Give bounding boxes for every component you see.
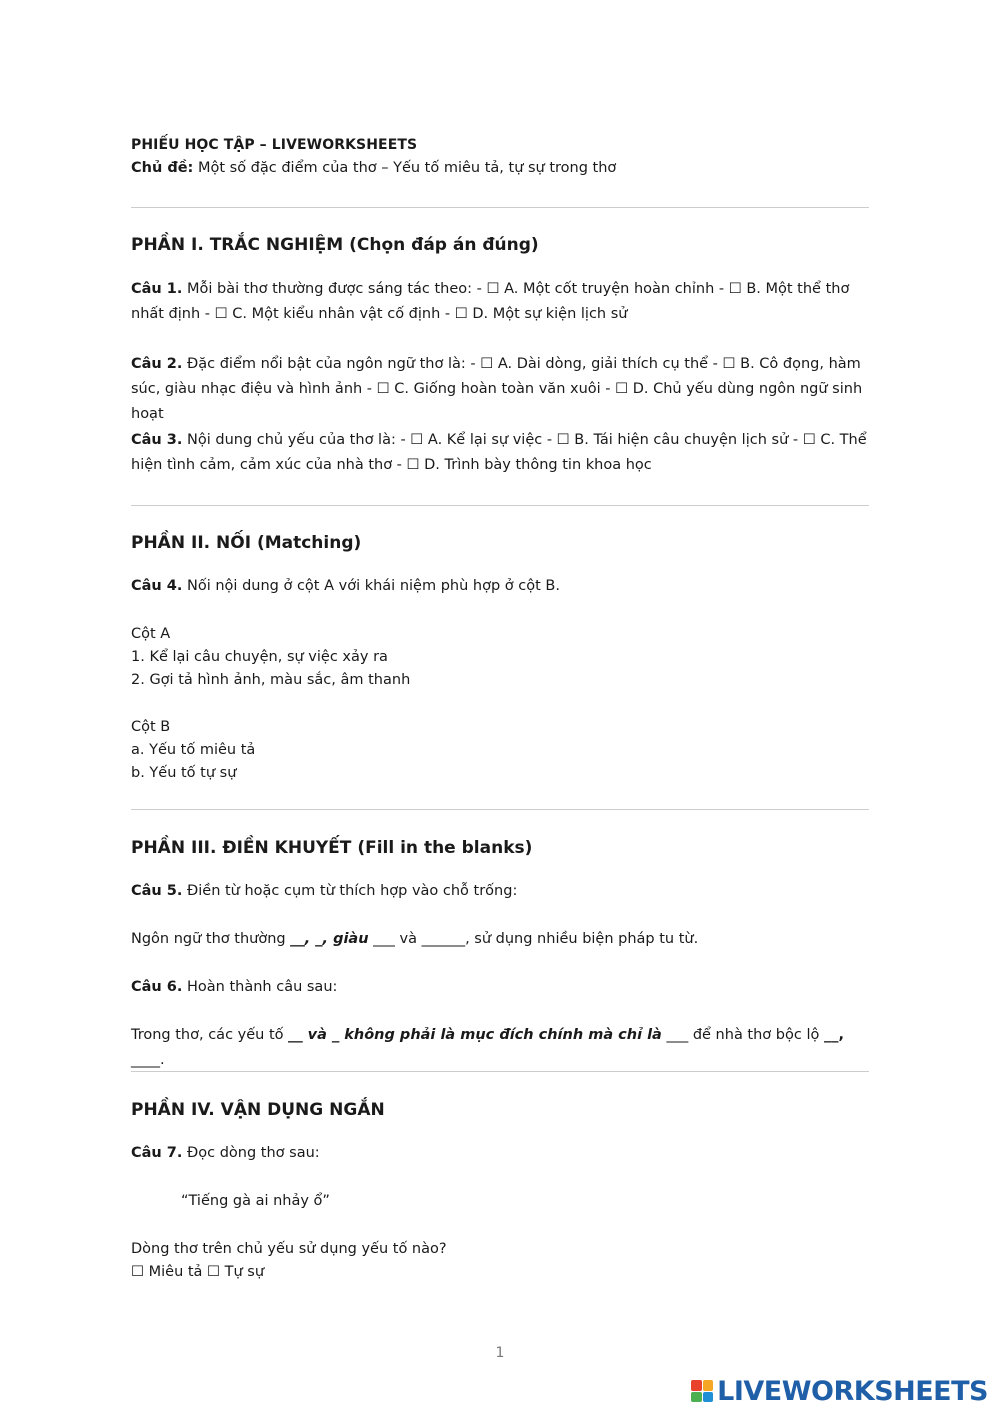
q5-label: Câu 5. <box>131 883 183 899</box>
topic-label: Chủ đề: <box>131 160 194 176</box>
separator <box>131 505 869 506</box>
brand-logo <box>691 1374 988 1408</box>
column-a-item: 2. Gợi tả hình ảnh, màu sắc, âm thanh <box>131 672 411 688</box>
separator <box>131 1071 869 1072</box>
q4-text: Nối nội dung ở cột A với khái niệm phù hợp ở cột B. <box>182 578 560 594</box>
topic-line <box>131 160 616 176</box>
q7-options[interactable]: ☐ Miêu tả ☐ Tự sự <box>131 1264 265 1280</box>
q6-blank-emphasis: __ và _ không phải là mục đích chính mà chỉ là <box>288 1027 662 1043</box>
question-6 <box>131 975 869 1000</box>
q6-label: Câu 6. <box>131 979 183 995</box>
q2-label: Câu 2. <box>131 356 183 372</box>
column-b-item: a. Yếu tố miêu tả <box>131 742 256 758</box>
column-a <box>131 623 869 692</box>
part1-heading: PHẦN I. TRẮC NGHIỆM (Chọn đáp án đúng) <box>131 235 539 255</box>
column-b <box>131 716 869 785</box>
topic-text: Một số đặc điểm của thơ – Yếu tố miêu tả, tự sự trong thơ <box>193 160 617 176</box>
question-2 <box>131 352 869 427</box>
q6-part: Trong thơ, các yếu tố <box>131 1027 289 1043</box>
q7-label: Câu 7. <box>131 1145 183 1161</box>
part2-heading: PHẦN II. NỐI (Matching) <box>131 533 362 553</box>
q7-question: Dòng thơ trên chủ yếu sử dụng yếu tố nào? <box>131 1241 447 1257</box>
column-b-item: b. Yếu tố tự sự <box>131 765 237 781</box>
q2-text: Đặc điểm nổi bật của ngôn ngữ thơ là: - ☐ A. Dài dòng, giải thích cụ thể - ☐ B. Cô đọng, hàm súc, giàu nhạc điệu và hình ảnh - ☐ C. Giống hoàn toàn văn xuôi - ☐ D. Chủ yếu dùng ngôn ngữ sinh hoạt <box>131 356 863 422</box>
brand-name: LIVEWORKSHEETS <box>717 1375 988 1407</box>
q3-label: Câu 3. <box>131 432 183 448</box>
q6-part: ___ để nhà thơ bộc lộ <box>661 1027 824 1043</box>
q1-label: Câu 1. <box>131 281 183 297</box>
page-number: 1 <box>495 1345 505 1361</box>
separator <box>131 809 869 810</box>
part3-heading: PHẦN III. ĐIỀN KHUYẾT (Fill in the blanks) <box>131 838 533 858</box>
q5-blank-emphasis: __, _, giàu <box>290 931 369 947</box>
question-3 <box>131 428 869 478</box>
q6-sentence <box>131 1023 869 1073</box>
worksheet-title: PHIẾU HỌC TẬP – LIVEWORKSHEETS <box>131 137 418 153</box>
poem-line: “Tiếng gà ai nhảy ổ” <box>181 1193 330 1209</box>
q5-part: Ngôn ngữ thơ thường <box>131 931 291 947</box>
question-4 <box>131 574 869 599</box>
q7-question-block <box>131 1238 869 1284</box>
question-5 <box>131 879 869 904</box>
liveworksheets-logo-icon <box>691 1380 713 1402</box>
q6-blank-bold: __, <box>823 1027 844 1043</box>
question-1 <box>131 277 869 327</box>
column-a-title: Cột A <box>131 626 171 642</box>
separator <box>131 207 869 208</box>
q4-label: Câu 4. <box>131 578 183 594</box>
column-b-title: Cột B <box>131 719 171 735</box>
q6-text: Hoàn thành câu sau: <box>182 979 338 995</box>
column-a-item: 1. Kể lại câu chuyện, sự việc xảy ra <box>131 649 388 665</box>
q5-text: Điền từ hoặc cụm từ thích hợp vào chỗ trống: <box>182 883 518 899</box>
q5-sentence <box>131 927 869 952</box>
q5-part: ___ và ______, sử dụng nhiều biện pháp tu từ. <box>368 931 699 947</box>
part4-heading: PHẦN IV. VẬN DỤNG NGẮN <box>131 1100 385 1120</box>
q7-text: Đọc dòng thơ sau: <box>182 1145 320 1161</box>
q1-text: Mỗi bài thơ thường được sáng tác theo: - ☐ A. Một cốt truyện hoàn chỉnh - ☐ B. Một thể thơ nhất định - ☐ C. Một kiểu nhân vật cố định - ☐ D. Một sự kiện lịch sử <box>131 281 850 322</box>
q6-part: ____. <box>131 1052 165 1068</box>
question-7 <box>131 1141 869 1166</box>
q3-text: Nội dung chủ yếu của thơ là: - ☐ A. Kể lại sự việc - ☐ B. Tái hiện câu chuyện lịch sử - ☐ C. Thể hiện tình cảm, cảm xúc của nhà thơ - ☐ D. Trình bày thông tin khoa học <box>131 432 867 473</box>
